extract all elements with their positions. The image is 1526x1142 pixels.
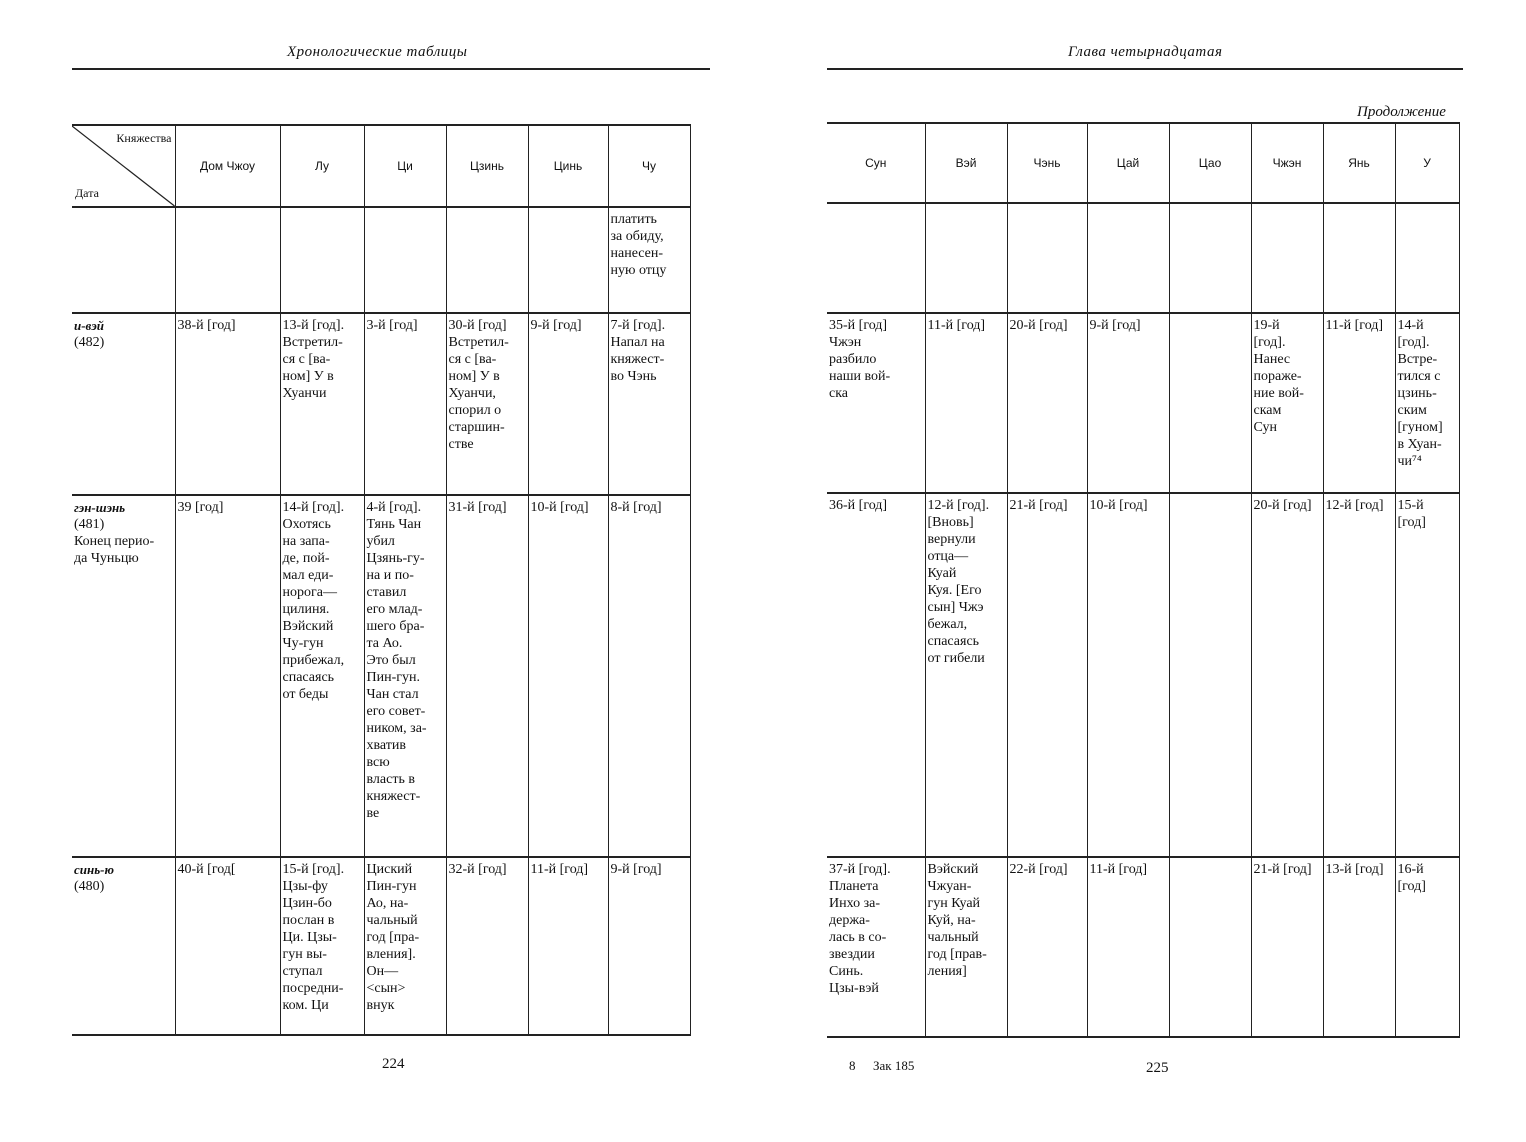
signature-text: Зак 185 (873, 1058, 915, 1073)
table-cell: 11-й [год] (528, 857, 608, 1035)
column-header: Цзинь (446, 125, 528, 207)
corner-header-principalities: Княжества (116, 131, 172, 145)
corner-header-date: Дата (75, 186, 99, 200)
date-year: (482) (74, 335, 105, 350)
table-row (827, 857, 1459, 1037)
table-cell: 14-й [год]. Встре- тился с цзинь- ским [гуном] в Хуан- чи⁷⁴ (1395, 313, 1459, 493)
table-cell: 20-й [год] (1007, 313, 1087, 493)
table-cell (1007, 203, 1087, 313)
table-row (827, 313, 1459, 493)
table-cell: 13-й [год] (1323, 857, 1395, 1037)
table-cell: 12-й [год] (1323, 493, 1395, 857)
table-cell (1087, 203, 1169, 313)
column-header: Цинь (528, 125, 608, 207)
column-header: Цай (1087, 123, 1169, 203)
table-cell (446, 207, 528, 313)
date-cell (72, 495, 175, 857)
table-cell: 36-й [год] (827, 493, 925, 857)
table-cell: Вэйский Чжуан- гун Куай Куй, на- чальный год [прав- ления] (925, 857, 1007, 1037)
table-row (72, 313, 690, 495)
column-header: Ци (364, 125, 446, 207)
table-cell (1169, 313, 1251, 493)
corner-header (72, 125, 175, 207)
date-cell (72, 313, 175, 495)
table-cell: 10-й [год] (528, 495, 608, 857)
table-cell (1251, 203, 1323, 313)
table-cell: 22-й [год] (1007, 857, 1087, 1037)
table-cell (175, 207, 280, 313)
column-header: Сун (827, 123, 925, 203)
column-header: У (1395, 123, 1459, 203)
table-row (827, 493, 1459, 857)
table-cell: 20-й [год] (1251, 493, 1323, 857)
table-cell: 31-й [год] (446, 495, 528, 857)
date-cyclic-name: синь-ю (74, 862, 114, 877)
date-year: (481) (74, 517, 105, 532)
table-cell: 14-й [год]. Охотясь на запа- де, пой- мал еди- норога— цилиня. Вэйский Чу-гун прибежал, спасаясь от беды (280, 495, 364, 857)
table-cell: 11-й [год] (1087, 857, 1169, 1037)
table-cell: 11-й [год] (1323, 313, 1395, 493)
date-cyclic-name: гэн-шэнь (74, 500, 126, 515)
table-cell: 11-й [год] (925, 313, 1007, 493)
page-number-right: 225 (1146, 1060, 1169, 1076)
table-cell: 13-й [год]. Встретил- ся с [ва- ном] У в Хуанчи (280, 313, 364, 495)
table-cell: 35-й [год] Чжэн разбило наши вой- ска (827, 313, 925, 493)
table-cell: 32-й [год] (446, 857, 528, 1035)
table-cell: 19-й [год]. Нанес пораже- ние вой- скам Сун (1251, 313, 1323, 493)
column-header: Вэй (925, 123, 1007, 203)
head-rule-left (72, 68, 710, 70)
table-cell: 16-й [год] (1395, 857, 1459, 1037)
table-cell: 3-й [год] (364, 313, 446, 495)
table-cell: 40-й [год[ (175, 857, 280, 1035)
head-rule-right (827, 68, 1463, 70)
page-number-left: 224 (382, 1056, 405, 1072)
date-cell (72, 857, 175, 1035)
table-cell (925, 203, 1007, 313)
table-cell: 39 [год] (175, 495, 280, 857)
continuation-label: Продолжение (1357, 104, 1446, 120)
table-cell (1395, 203, 1459, 313)
table-cell: 10-й [год] (1087, 493, 1169, 857)
table-cell: 9-й [год] (608, 857, 690, 1035)
table-row (72, 207, 690, 313)
column-header: Янь (1323, 123, 1395, 203)
column-header: Цао (1169, 123, 1251, 203)
table-cell: 9-й [год] (528, 313, 608, 495)
table-cell (827, 203, 925, 313)
table-cell (364, 207, 446, 313)
table-cell: 12-й [год]. [Вновь] вернули отца— Куай Куя. [Его сын] Чжэ бежал, спасаясь от гибели (925, 493, 1007, 857)
date-cyclic-name: и-вэй (74, 318, 104, 333)
table-cell: 15-й [год]. Цзы-фу Цзин-бо послан в Ци. Цзы- гун вы- ступал посредни- ком. Ци (280, 857, 364, 1035)
column-header: Лу (280, 125, 364, 207)
chronology-table-left (72, 124, 691, 1036)
table-cell (280, 207, 364, 313)
running-head-right: Глава четырнадцатая (1068, 44, 1223, 60)
chronology-table-right (827, 122, 1460, 1038)
table-cell: 15-й [год] (1395, 493, 1459, 857)
table-cell: Циский Пин-гун Ао, на- чальный год [пра- вления]. Он— <сын> внук (364, 857, 446, 1035)
table-cell: 21-й [год] (1251, 857, 1323, 1037)
table-cell: платить за обиду, нанесен- ную отцу (608, 207, 690, 313)
table-cell (1323, 203, 1395, 313)
right-page (763, 0, 1526, 1142)
table-row (72, 495, 690, 857)
table-cell: 30-й [год] Встретил- ся с [ва- ном] У в Хуанчи, спорил о старшин- стве (446, 313, 528, 495)
column-header: Чу (608, 125, 690, 207)
table-cell (1169, 857, 1251, 1037)
date-year: (480) (74, 879, 105, 894)
table-cell: 4-й [год]. Тянь Чан убил Цзянь-гу- на и по- ставил его млад- шего бра- та Ао. Это был Пин-гун. Чан стал его совет- ником, за- хватив всю власть в княжест- ве (364, 495, 446, 857)
table-row (827, 203, 1459, 313)
table-cell: 38-й [год] (175, 313, 280, 495)
column-header: Чжэн (1251, 123, 1323, 203)
table-cell: 21-й [год] (1007, 493, 1087, 857)
table-cell: 9-й [год] (1087, 313, 1169, 493)
column-header: Чэнь (1007, 123, 1087, 203)
column-header: Дом Чжоу (175, 125, 280, 207)
table-cell (1169, 203, 1251, 313)
date-cell (72, 207, 175, 313)
table-cell: 37-й [год]. Планета Инхо за- держа- лась в со- звездии Синь. Цзы-вэй (827, 857, 925, 1037)
signature-number: 8 (849, 1058, 856, 1073)
table-cell: 7-й [год]. Напал на княжест- во Чэнь (608, 313, 690, 495)
table-cell: 8-й [год] (608, 495, 690, 857)
table-cell (528, 207, 608, 313)
table-cell (1169, 493, 1251, 857)
running-head-left: Хронологические таблицы (287, 44, 468, 60)
date-note: Конец перио- да Чуньцю (74, 534, 155, 566)
table-row (72, 857, 690, 1035)
